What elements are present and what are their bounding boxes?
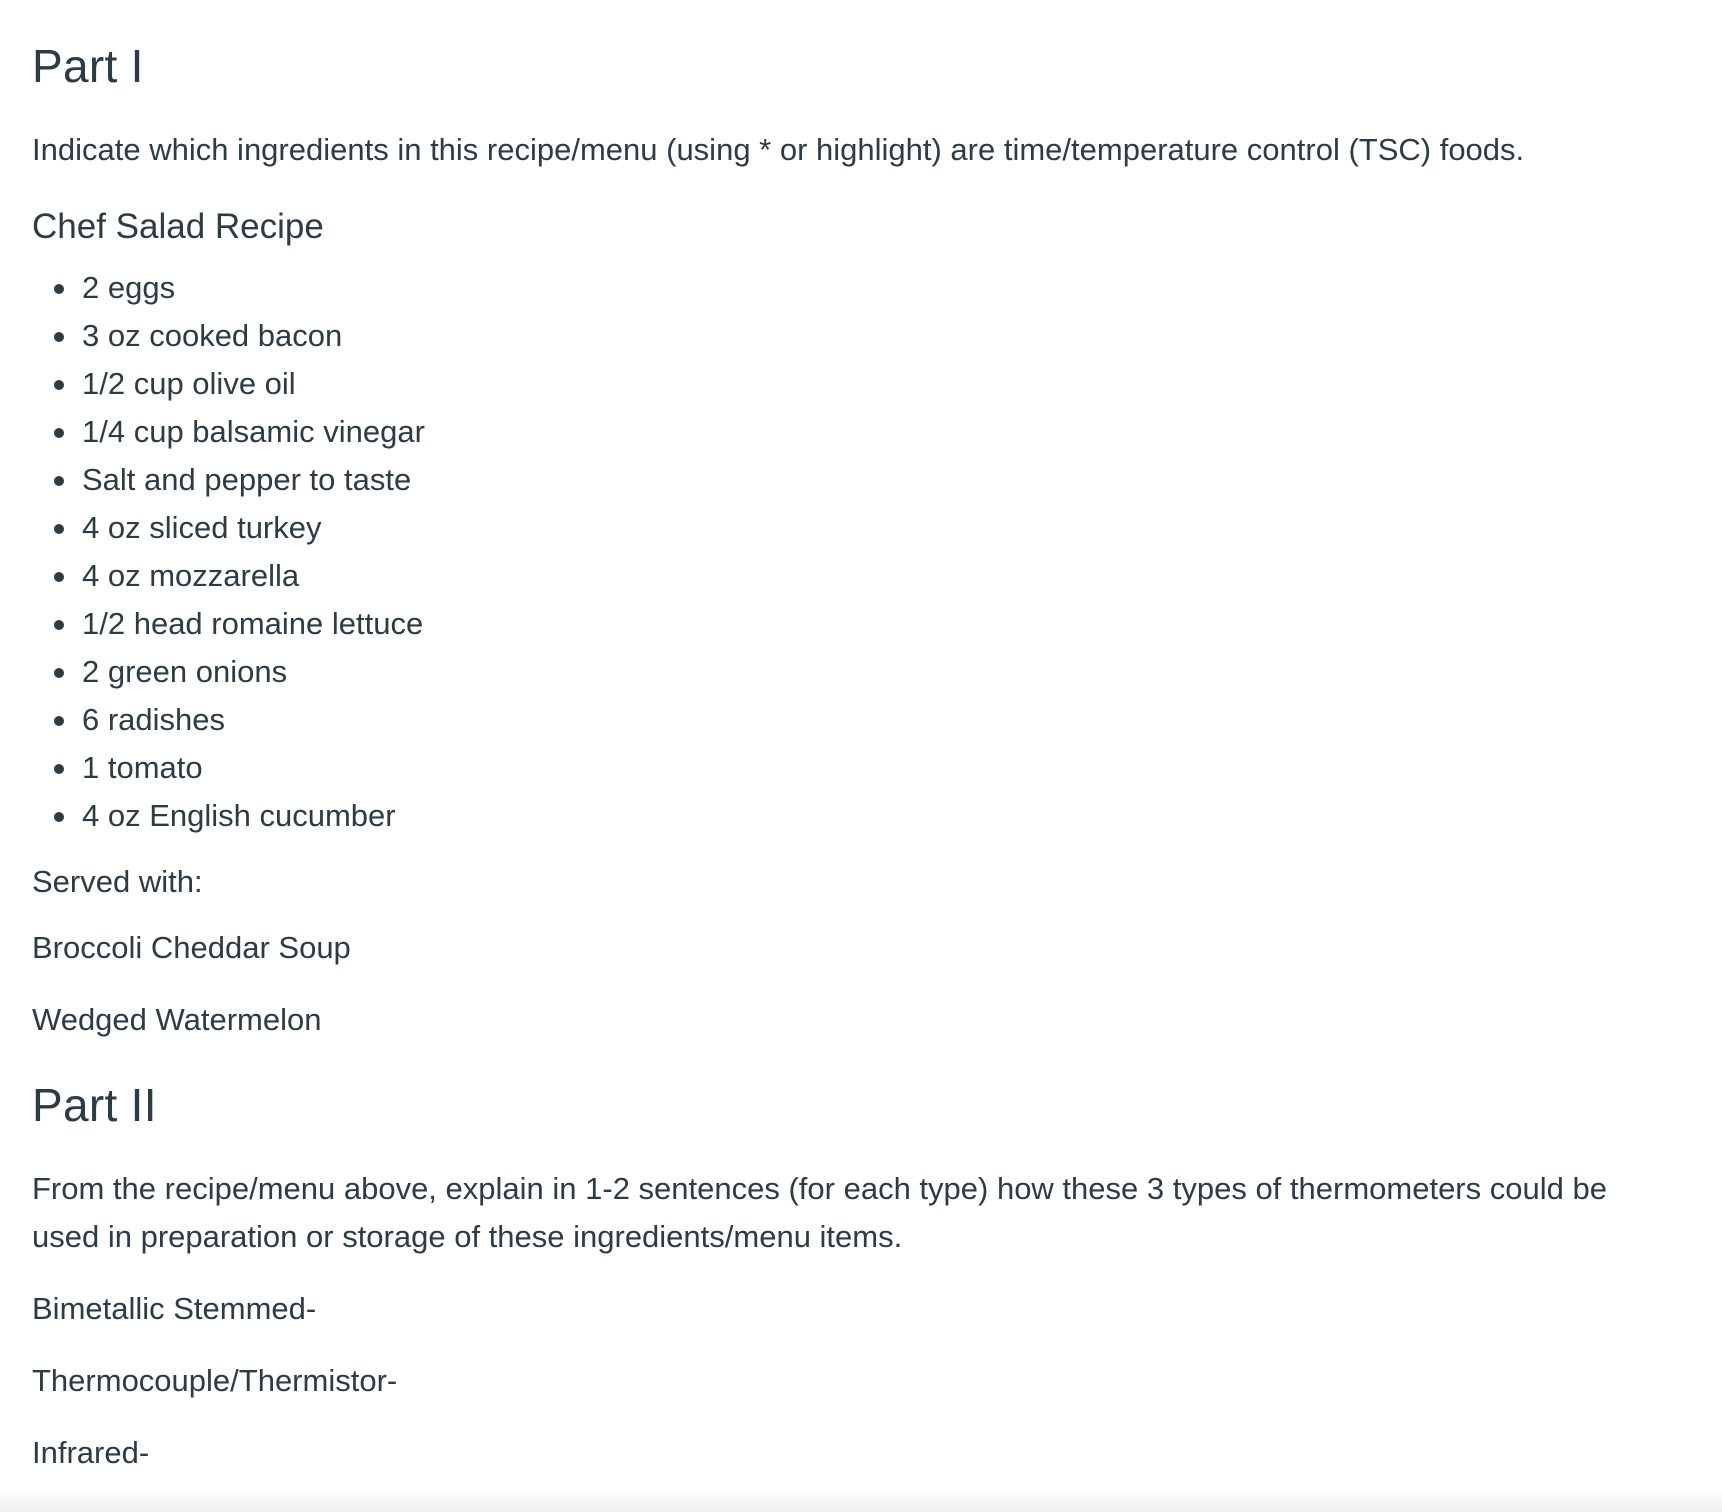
side-dish: Broccoli Cheddar Soup <box>32 930 351 965</box>
thermometer-thermocouple: Thermocouple/Thermistor- <box>32 1363 398 1398</box>
list-item <box>32 600 425 648</box>
ingredient-text: 4 oz mozzarella <box>82 558 300 593</box>
thermometer-bimetallic: Bimetallic Stemmed- <box>32 1291 317 1326</box>
ingredients-list <box>32 264 425 840</box>
bottom-edge-shadow <box>0 1490 1722 1512</box>
ingredient-text: 2 green onions <box>82 654 288 689</box>
list-item <box>32 360 425 408</box>
bullet-icon <box>54 812 64 822</box>
ingredient-text: 1/2 head romaine lettuce <box>82 606 424 641</box>
bullet-icon <box>54 764 64 774</box>
bullet-icon <box>54 668 64 678</box>
ingredient-text: Salt and pepper to taste <box>82 462 412 497</box>
part-2-instruction: From the recipe/menu above, explain in 1-2 sentences (for each type) how these 3 types of thermometers could be used in preparation or storage of these ingredients/menu items. <box>32 1171 1607 1254</box>
ingredient-text: 3 oz cooked bacon <box>82 318 343 353</box>
part-2-heading: Part II <box>32 1079 157 1131</box>
list-item <box>32 312 425 360</box>
list-item <box>32 504 425 552</box>
bullet-icon <box>54 380 64 390</box>
list-item <box>32 456 425 504</box>
ingredient-text: 1/2 cup olive oil <box>82 366 296 401</box>
side-dish: Wedged Watermelon <box>32 1002 322 1037</box>
ingredient-text: 4 oz English cucumber <box>82 798 396 833</box>
ingredient-text: 6 radishes <box>82 702 226 737</box>
bullet-icon <box>54 620 64 630</box>
ingredient-text: 4 oz sliced turkey <box>82 510 322 545</box>
bullet-icon <box>54 476 64 486</box>
bullet-icon <box>54 524 64 534</box>
list-item <box>32 648 425 696</box>
thermometer-infrared: Infrared- <box>32 1435 150 1470</box>
bullet-icon <box>54 572 64 582</box>
list-item <box>32 792 425 840</box>
bullet-icon <box>54 332 64 342</box>
ingredient-text: 1 tomato <box>82 750 203 785</box>
served-with-label: Served with: <box>32 864 203 899</box>
bullet-icon <box>54 284 64 294</box>
list-item <box>32 264 425 312</box>
recipe-title: Chef Salad Recipe <box>32 207 324 246</box>
bullet-icon <box>54 428 64 438</box>
bullet-icon <box>54 716 64 726</box>
ingredient-text: 1/4 cup balsamic vinegar <box>82 414 425 449</box>
part-1-heading: Part I <box>32 40 144 92</box>
part-1-instruction: Indicate which ingredients in this recipe/menu (using * or highlight) are time/temperature control (TSC) foods. <box>32 132 1525 167</box>
list-item <box>32 408 425 456</box>
list-item <box>32 552 425 600</box>
ingredient-text: 2 eggs <box>82 270 176 305</box>
list-item <box>32 744 425 792</box>
list-item <box>32 696 425 744</box>
